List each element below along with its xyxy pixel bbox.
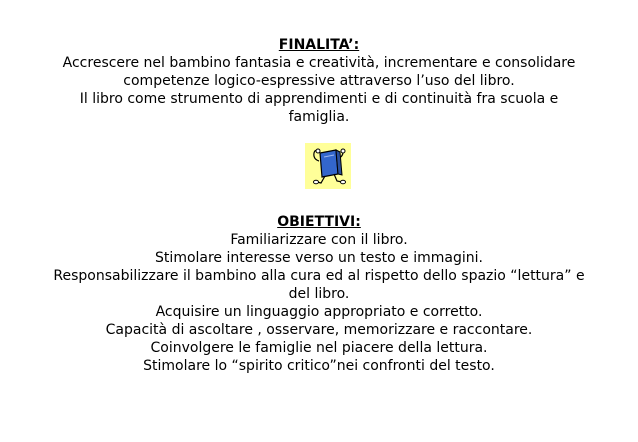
finalita-line: famiglia.: [288, 109, 350, 125]
finalita-line: Il libro come strumento di apprendimenti e di continuità fra scuola e: [79, 91, 559, 107]
obiettivi-line: Coinvolgere le famiglie nel piacere della lettura.: [150, 340, 488, 356]
obiettivi-title: OBIETTIVI:: [277, 214, 361, 230]
obiettivi-line: Responsabilizzare il bambino alla cura ed al rispetto dello spazio “lettura” e: [53, 268, 585, 284]
obiettivi-line: Stimolare interesse verso un testo e immagini.: [155, 250, 483, 266]
finalita-title: FINALITA’:: [278, 37, 360, 53]
finalita-line: competenze logico-espressive attraverso l’uso del libro.: [123, 73, 515, 89]
obiettivi-line: Familiarizzare con il libro.: [230, 232, 408, 248]
finalita-section: [0, 36, 638, 126]
obiettivi-line: Stimolare lo “spirito critico”nei confronti del testo.: [143, 358, 495, 374]
finalita-line: Accrescere nel bambino fantasia e creatività, incrementare e consolidare: [62, 55, 576, 71]
book-character-icon: [305, 143, 351, 189]
obiettivi-line: Capacità di ascoltare , osservare, memorizzare e raccontare.: [105, 322, 533, 338]
obiettivi-line: Acquisire un linguaggio appropriato e corretto.: [155, 304, 483, 320]
obiettivi-line: del libro.: [288, 286, 350, 302]
obiettivi-section: [0, 213, 638, 375]
book-character-drawing: [305, 143, 351, 189]
